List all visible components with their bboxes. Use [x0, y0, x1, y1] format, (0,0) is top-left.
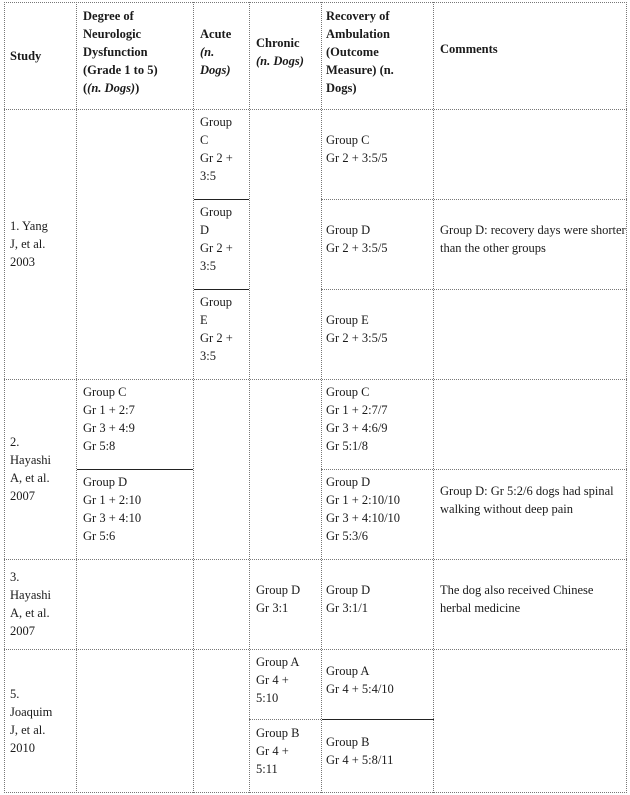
header-recovery: Recovery of Ambulation (Outcome Measure) (n. Dogs) — [326, 9, 394, 95]
col-divider — [433, 2, 434, 793]
subrow-divider — [194, 289, 249, 290]
chronic-group-b: Group B Gr 4 + 5:11 — [256, 726, 300, 776]
col-divider — [249, 2, 250, 793]
study-yang-2003: 1. Yang J, et al. 2003 — [10, 219, 48, 269]
col-divider — [76, 2, 77, 793]
row-divider — [4, 559, 627, 560]
degree-group-d: Group D Gr 1 + 2:10 Gr 3 + 4:10 Gr 5:6 — [83, 475, 142, 543]
study-joaquim-2010: 5. Joaquim J, et al. 2010 — [10, 687, 53, 755]
header-study: Study — [10, 48, 42, 63]
chronic-group-a: Group A Gr 4 + 5:10 — [256, 655, 300, 705]
comment-hayashi-group-d: Group D: Gr 5:2/6 dogs had spinal walking without deep pain — [440, 484, 614, 516]
subrow-divider — [249, 719, 321, 720]
subrow-divider — [194, 199, 249, 200]
comment-yang-group-d: Group D: recovery days were shorter than the other groups — [440, 223, 626, 255]
header-acute: Acute (n. Dogs) — [200, 27, 232, 77]
recovery-group-d: Group D Gr 2 + 3:5/5 — [326, 223, 388, 255]
recovery-group-e: Group E Gr 2 + 3:5/5 — [326, 313, 388, 345]
studies-table — [4, 2, 627, 793]
study-hayashi-2007-a: 2. Hayashi A, et al. 2007 — [10, 435, 51, 503]
col-divider — [321, 2, 322, 793]
comment-hayashi-chronic: The dog also received Chinese herbal medicine — [440, 583, 594, 615]
acute-group-d: Group D Gr 2 + 3:5 — [200, 205, 233, 273]
subrow-divider — [321, 469, 627, 470]
recovery-hayashi-group-c: Group C Gr 1 + 2:7/7 Gr 3 + 4:6/9 Gr 5:1/8 — [326, 385, 388, 453]
row-divider — [4, 379, 627, 380]
recovery-group-a: Group A Gr 4 + 5:4/10 — [326, 664, 394, 696]
degree-group-c: Group C Gr 1 + 2:7 Gr 3 + 4:9 Gr 5:8 — [83, 385, 135, 453]
row-divider — [4, 109, 627, 110]
acute-group-e: Group E Gr 2 + 3:5 — [200, 295, 233, 363]
header-degree: Degree of Neurologic Dysfunction (Grade 1 to 5) ((n. Dogs)) — [83, 9, 158, 95]
subrow-divider — [322, 719, 434, 720]
col-divider — [193, 2, 194, 793]
subrow-divider — [77, 469, 193, 470]
recovery-group-c: Group C Gr 2 + 3:5/5 — [326, 133, 388, 165]
recovery-hayashi-chronic: Group D Gr 3:1/1 — [326, 583, 371, 615]
recovery-hayashi-group-d: Group D Gr 1 + 2:10/10 Gr 3 + 4:10/10 Gr 5:3/6 — [326, 475, 401, 543]
subrow-divider — [321, 199, 627, 200]
header-chronic: Chronic (n. Dogs) — [256, 36, 304, 68]
header-comments: Comments — [440, 42, 498, 56]
acute-group-c: Group C Gr 2 + 3:5 — [200, 115, 233, 183]
chronic-hayashi-group-d: Group D Gr 3:1 — [256, 583, 301, 615]
row-divider — [4, 649, 627, 650]
study-hayashi-2007-b: 3. Hayashi A, et al. 2007 — [10, 570, 51, 638]
recovery-group-b: Group B Gr 4 + 5:8/11 — [326, 735, 394, 767]
subrow-divider — [321, 289, 627, 290]
